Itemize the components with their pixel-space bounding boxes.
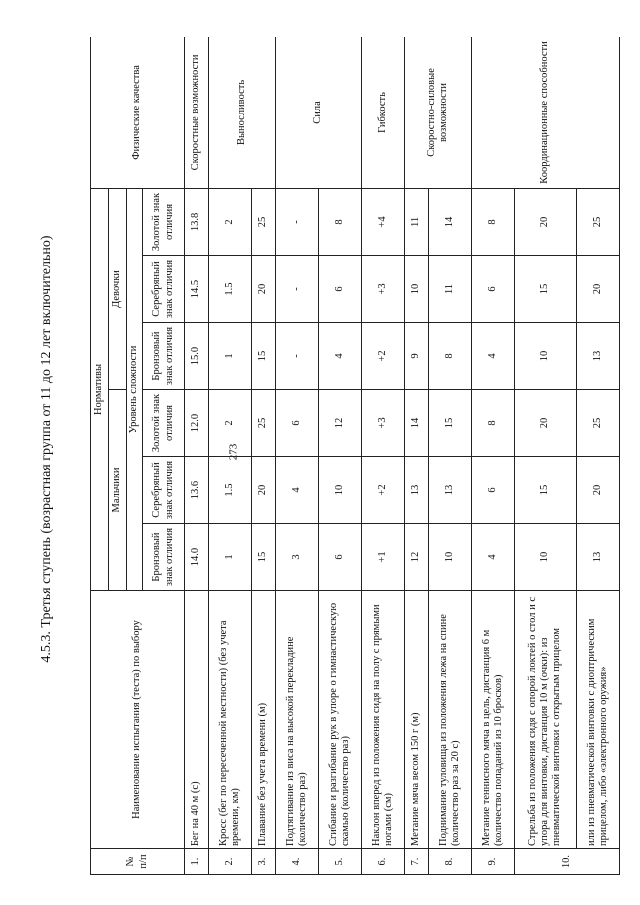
header-name: Наименование испытания (теста) по выбору — [91, 591, 185, 849]
header-level: Уровень сложности — [127, 188, 143, 590]
header-boys: Мальчики — [109, 390, 127, 591]
header-norms: Нормативы — [91, 188, 109, 590]
cell-value: 13 — [576, 524, 619, 591]
cell-value: 12 — [404, 524, 428, 591]
cell-value: 15 — [428, 390, 471, 457]
cell-value: 10 — [428, 524, 471, 591]
cell-value: 10 — [404, 256, 428, 323]
cell-value: 2 — [208, 188, 251, 255]
row-num: 4. — [275, 849, 318, 875]
cell-value: 10 — [514, 323, 576, 390]
cell-value: 25 — [251, 188, 275, 255]
cell-value: 10 — [514, 524, 576, 591]
row-num: 3. — [251, 849, 275, 875]
quality-endurance: Выносливость — [208, 37, 275, 188]
quality-coordination: Координационные способности — [471, 37, 619, 188]
cell-value: 13 — [576, 323, 619, 390]
cell-value: +1 — [361, 524, 404, 591]
row-name: Подтягивание из виса на высокой перекладине (количество раз) — [275, 591, 318, 849]
cell-value: 8 — [318, 188, 361, 255]
row-name: или из пневматической винтовки с диоптрическим прицелом, либо «электронного оружия» — [576, 591, 619, 849]
section-title: 4.5.3. Третья ступень (возрастная группа от 11 до 12 лет включительно) — [39, 235, 54, 663]
quality-speed: Скоростные возможности — [185, 37, 209, 188]
cell-value: 4 — [318, 323, 361, 390]
row-name: Поднимание туловища из положения лежа на спине (количество раз за 20 с) — [428, 591, 471, 849]
cell-value: - — [275, 256, 318, 323]
table-row — [208, 37, 251, 875]
row-num: 6. — [361, 849, 404, 875]
header-girls: Девочки — [109, 188, 127, 389]
cell-value: 25 — [576, 390, 619, 457]
cell-value: 9 — [404, 323, 428, 390]
cell-value: - — [275, 188, 318, 255]
quality-flexibility: Гибкость — [361, 37, 404, 188]
page-number: 273 — [227, 443, 240, 461]
table-row — [471, 37, 514, 875]
cell-value: 2 — [208, 390, 251, 457]
cell-value: 14.0 — [185, 524, 209, 591]
cell-value: 8 — [428, 323, 471, 390]
cell-value: 6 — [275, 390, 318, 457]
table-row — [361, 37, 404, 875]
cell-value: 6 — [471, 256, 514, 323]
cell-value: 10 — [318, 457, 361, 524]
cell-value: 20 — [576, 457, 619, 524]
row-name: Наклон вперед из положения сидя на полу с прямыми ногами (см) — [361, 591, 404, 849]
cell-value: 15.0 — [185, 323, 209, 390]
header-num: № п/п — [91, 849, 185, 875]
cell-value: 13 — [404, 457, 428, 524]
row-num: 8. — [428, 849, 471, 875]
header-row-1 — [91, 37, 109, 875]
row-name: Стрельба из положения сидя с опорой локтей о стол и с упора для винтовки, дистанция 10 м (очки): из пневматической винтовки с открытым прицелом — [514, 591, 576, 849]
cell-value: +3 — [361, 256, 404, 323]
cell-value: 6 — [318, 256, 361, 323]
cell-value: 20 — [576, 256, 619, 323]
cell-value: 15 — [251, 524, 275, 591]
cell-value: 13 — [428, 457, 471, 524]
cell-value: 6 — [318, 524, 361, 591]
cell-value: +4 — [361, 188, 404, 255]
row-num: 2. — [208, 849, 251, 875]
cell-value: 15 — [514, 256, 576, 323]
header-qualities: Физические качества — [91, 37, 185, 188]
table-row — [275, 37, 318, 875]
table-row — [404, 37, 428, 875]
row-name: Кросс (бег по пересеченной местности) (без учета времени, км) — [208, 591, 251, 849]
cell-value: 15 — [514, 457, 576, 524]
header-girls-silver: Серебряный знак отличия — [143, 256, 185, 323]
row-num: 7. — [404, 849, 428, 875]
cell-value: 20 — [251, 256, 275, 323]
cell-value: 4 — [471, 323, 514, 390]
cell-value: 8 — [471, 188, 514, 255]
cell-value: +3 — [361, 390, 404, 457]
cell-value: +2 — [361, 323, 404, 390]
cell-value: 4 — [471, 524, 514, 591]
header-boys-bronze: Бронзовый знак отличия — [143, 524, 185, 591]
cell-value: 1 — [208, 524, 251, 591]
rotated-table-wrapper — [90, 37, 620, 875]
cell-value: 20 — [514, 188, 576, 255]
cell-value: 6 — [471, 457, 514, 524]
cell-value: 8 — [471, 390, 514, 457]
cell-value: 20 — [251, 457, 275, 524]
cell-value: 25 — [576, 188, 619, 255]
row-num: 9. — [471, 849, 514, 875]
cell-value: 15 — [251, 323, 275, 390]
cell-value: 4 — [275, 457, 318, 524]
row-name: Бег на 40 м (с) — [185, 591, 209, 849]
cell-value: 11 — [428, 256, 471, 323]
cell-value: 25 — [251, 390, 275, 457]
row-name: Сгибание и разгибание рук в упоре о гимнастическую скамью (количество раз) — [318, 591, 361, 849]
cell-value: 13.8 — [185, 188, 209, 255]
row-num: 1. — [185, 849, 209, 875]
quality-speed-strength: Скоростно-силовые возможности — [404, 37, 471, 188]
cell-value: 12.0 — [185, 390, 209, 457]
table-row — [185, 37, 209, 875]
header-boys-gold: Золотой знак отличия — [143, 390, 185, 457]
header-girls-bronze: Бронзовый знак отличия — [143, 323, 185, 390]
row-name: Метание мяча весом 150 г (м) — [404, 591, 428, 849]
row-name: Метание теннисного мяча в цель, дистанция 6 м (количество попаданий из 10 бросков) — [471, 591, 514, 849]
row-num: 10. — [514, 849, 619, 875]
norms-table — [90, 37, 620, 875]
cell-value: 14.5 — [185, 256, 209, 323]
cell-value: 12 — [318, 390, 361, 457]
row-name: Плавание без учета времени (м) — [251, 591, 275, 849]
header-boys-silver: Серебряный знак отличия — [143, 457, 185, 524]
header-girls-gold: Золотой знак отличия — [143, 188, 185, 255]
cell-value: +2 — [361, 457, 404, 524]
quality-strength: Сила — [275, 37, 361, 188]
table-stage — [90, 37, 620, 875]
row-num: 5. — [318, 849, 361, 875]
cell-value: 13.6 — [185, 457, 209, 524]
cell-value: 1.5 — [208, 256, 251, 323]
cell-value: 3 — [275, 524, 318, 591]
cell-value: - — [275, 323, 318, 390]
cell-value: 20 — [514, 390, 576, 457]
cell-value: 1 — [208, 323, 251, 390]
cell-value: 14 — [404, 390, 428, 457]
cell-value: 1.5 — [208, 457, 251, 524]
cell-value: 11 — [404, 188, 428, 255]
cell-value: 14 — [428, 188, 471, 255]
